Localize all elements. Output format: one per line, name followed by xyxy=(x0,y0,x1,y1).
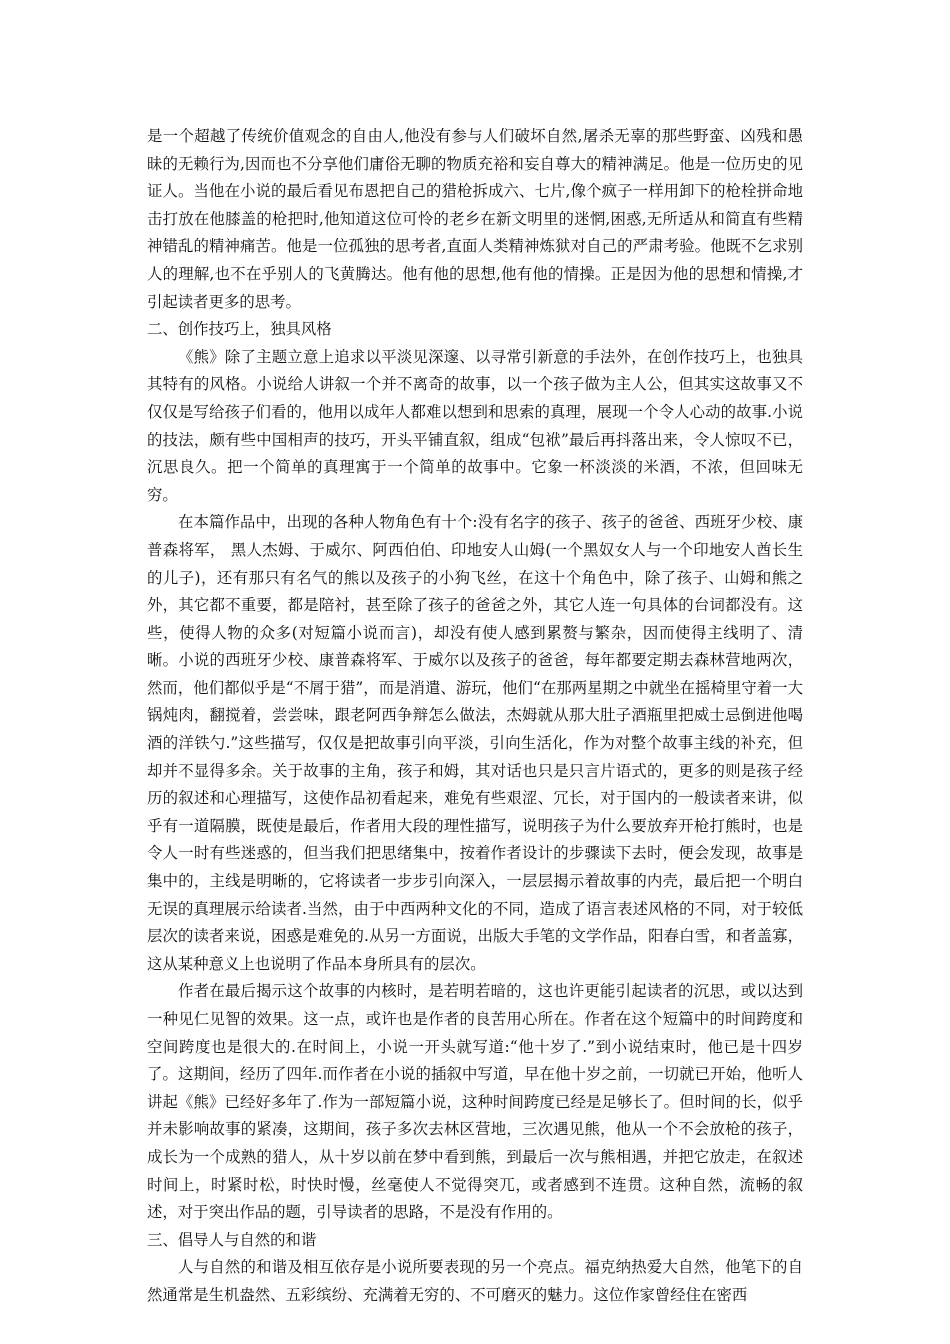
document-page xyxy=(147,123,803,1310)
body-paragraph: 《熊》除了主题立意上追求以平淡见深邃、以寻常引新意的手法外，在创作技巧上，也独具其特有的风格。小说给人讲叙一个并不离奇的故事，以一个孩子做为主人公，但其实这故事又不仅仅是写给孩子们看的，他用以成年人都难以想到和思索的真理，展现一个令人心动的故事.小说的技法，颇有些中国相声的技巧，开头平铺直叙，组成“包袱”最后再抖落出来，令人惊叹不已，沉思良久。把一个简单的真理寓于一个简单的故事中。它象一杯淡淡的米酒，不浓，但回味无穷。 xyxy=(147,347,803,504)
section-heading: 三、倡导人与自然的和谐 xyxy=(147,1230,317,1249)
body-paragraph: 是一个超越了传统价值观念的自由人,他没有参与人们破坏自然,屠杀无辜的那些野蛮、凶残和愚昧的无赖行为,因而也不分享他们庸俗无聊的物质充裕和妄自尊大的精神满足。他是一位历史的见证人。当他在小说的最后看见布恩把自己的猎枪拆成六、七片,像个疯子一样用卸下的枪栓拼命地击打放在他膝盖的枪把时,他知道这位可怜的老乡在新文明里的迷惘,困惑,无所适从和简直有些精神错乱的精神痛苦。他是一位孤独的思考者,直面人类精神炼狱对自己的严肃考验。他既不乞求别人的理解,也不在乎别人的飞黄腾达。他有他的思想,他有他的情操。正是因为他的思想和情操,才引起读者更多的思考。 xyxy=(147,127,803,311)
body-paragraph: 人与自然的和谐及相互依存是小说所要表现的另一个亮点。福克纳热爱大自然，他笔下的自然通常是生机盎然、五彩缤纷、充满着无穷的、不可磨灭的魅力。这位作家曾经住在密西 xyxy=(147,1258,803,1304)
body-paragraph: 作者在最后揭示这个故事的内核时，是若明若暗的，这也许更能引起读者的沉思，或以达到一种见仁见智的效果。这一点，或许也是作者的良苦用心所在。作者在这个短篇中的时间跨度和空间跨度也是很大的.在时间上，小说一开头就写道:“他十岁了.”到小说结束时，他已是十四岁了。这期间，经历了四年.而作者在小说的插叙中写道，早在他十岁之前，一切就已开始，他听人讲起《熊》已经好多年了.作为一部短篇小说，这种时间跨度已经是足够长了。但时间的长，似乎并未影响故事的紧凑，这期间，孩子多次去林区营地，三次遇见熊，他从一个不会放枪的孩子，成长为一个成熟的猎人，从十岁以前在梦中看到熊，到最后一次与熊相遇，并把它放走，在叙述时间上，时紧时松，时快时慢，丝毫使人不觉得突兀，或者感到不连贯。这种自然，流畅的叙述，对于突出作品的题，引导读者的思路，不是没有作用的。 xyxy=(147,982,803,1222)
section-heading: 二、创作技巧上，独具风格 xyxy=(147,320,332,339)
body-paragraph: 在本篇作品中，出现的各种人物角色有十个:没有名字的孩子、孩子的爸爸、西班牙少校、康普森将军， 黑人杰姆、于威尔、阿西伯伯、印地安人山姆(一个黑奴女人与一个印地安人酋长生的儿子)，还有那只有名气的熊以及孩子的小狗飞丝，在这十个角色中，除了孩子、山姆和熊之外，其它都不重要，都是陪衬，甚至除了孩子的爸爸之外，其它人连一句具体的台词都没有。这些，使得人物的众多(对短篇小说而言)，却没有使人感到累赘与繁杂，因而使得主线明了、清晰。小说的西班牙少校、康普森将军、于威尔以及孩子的爸爸，每年都要定期去森林营地两次，然而，他们都似乎是“不屑于猎”，而是消遣、游玩，他们“在那两星期之中就坐在摇椅里守着一大锅炖肉，翻搅着，尝尝味，跟老阿西争辩怎么做法，杰姆就从那大肚子酒瓶里把威士忌倒进他喝酒的洋铁勺.”这些描写，仅仅是把故事引向平淡，引向生活化，作为对整个故事主线的补充，但却并不显得多余。关于故事的主角，孩子和姆，其对话也只是只言片语式的，更多的则是孩子经历的叙述和心理描写，这使作品初看起来，难免有些艰涩、冗长，对于国内的一般读者来讲，似乎有一道隔膜，既使是最后，作者用大段的理性描写，说明孩子为什么要放弃开枪打熊时，也是令人一时有些迷惑的，但当我们把思绪集中，按着作者设计的步骤读下去时，便会发现，故事是集中的，主线是明晰的，它将读者一步步引向深入，一层层揭示着故事的内壳，最后把一个明白无误的真理展示给读者.当然，由于中西两种文化的不同，造成了语言表述风格的不同，对于较低层次的读者来说，困惑是难免的.从另一方面说，出版大手笔的文学作品，阳春白雪，和者盖寡，这从某种意义上也说明了作品本身所具有的层次。 xyxy=(147,513,803,973)
